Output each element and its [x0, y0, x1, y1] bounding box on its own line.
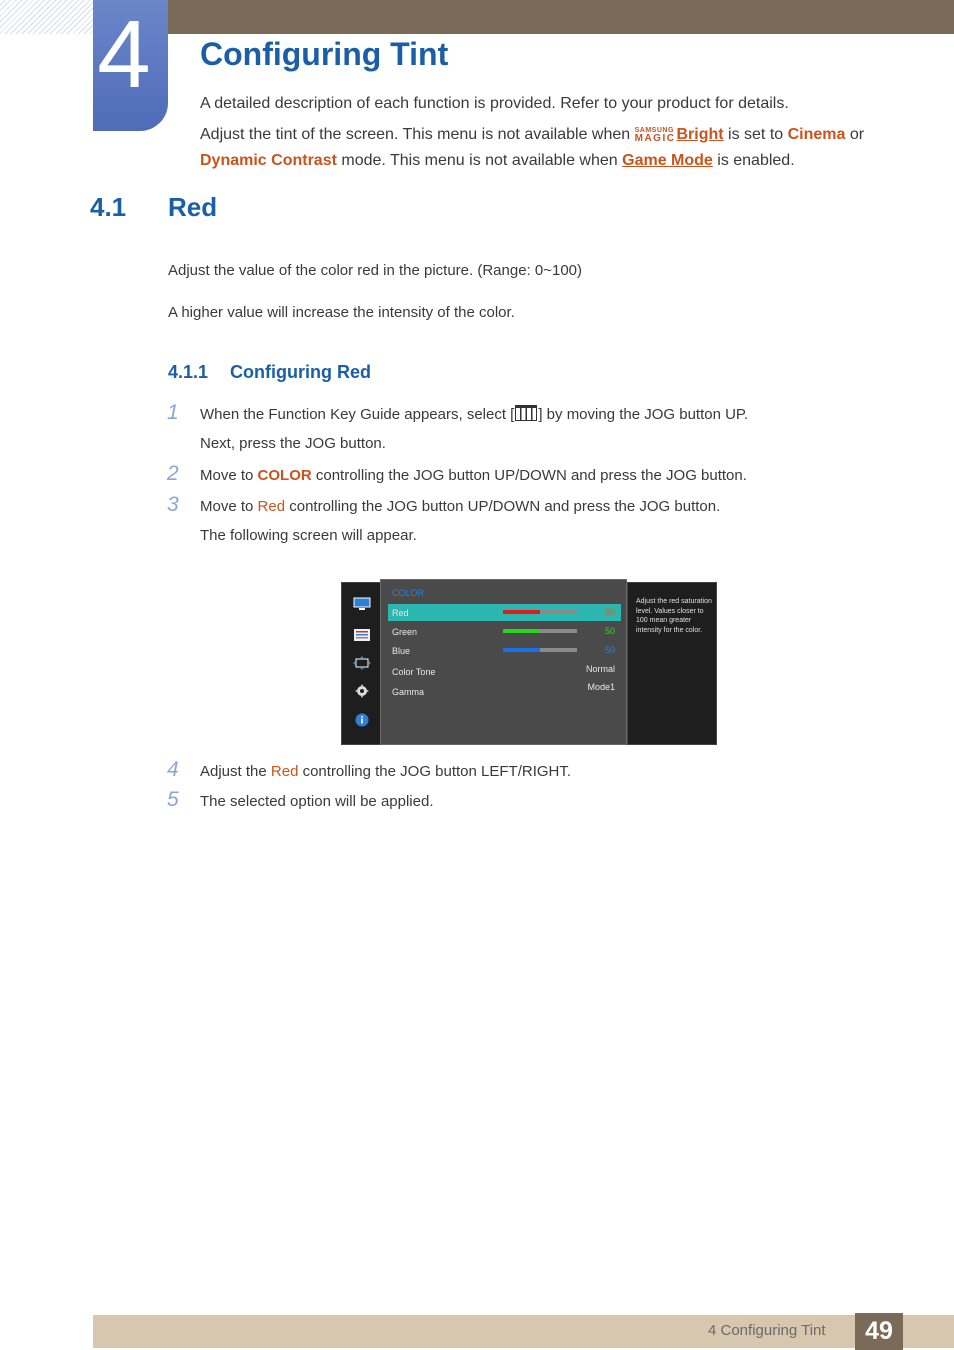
- decorative-hatch: [0, 0, 93, 34]
- chapter-number: 4: [97, 1, 151, 108]
- osd-red-slider[interactable]: [503, 610, 577, 614]
- osd-color-menu: [380, 579, 627, 745]
- step-text: Move to: [200, 498, 258, 515]
- step-4-text: [200, 762, 571, 782]
- osd-row-blue[interactable]: [388, 642, 621, 659]
- step-2-text: [200, 466, 747, 486]
- color-term: COLOR: [257, 467, 312, 484]
- chapter-title: Configuring Tint: [200, 36, 449, 72]
- step-3-text: [200, 497, 720, 517]
- game-mode-link[interactable]: Game Mode: [622, 152, 713, 169]
- step-1-text: [200, 405, 748, 425]
- footer-chapter-label: 4 Configuring Tint: [708, 1322, 826, 1339]
- section-paragraph-2: A higher value will increase the intensity of the color.: [168, 304, 515, 321]
- osd-slider-fill: [503, 648, 540, 652]
- osd-row-label: Color Tone: [392, 667, 436, 677]
- osd-help-panel: [627, 582, 717, 745]
- step-3-subtext: The following screen will appear.: [200, 527, 417, 544]
- intro-text: mode. This menu is not available when: [336, 152, 623, 169]
- gear-icon: [353, 684, 371, 698]
- osd-row-label: Red: [392, 608, 409, 618]
- section-number: 4.1: [90, 192, 127, 222]
- page-number: 49: [855, 1313, 903, 1350]
- header-bar: [168, 0, 954, 34]
- step-number-4: 4: [167, 758, 179, 781]
- osd-icon-sidebar: [341, 582, 382, 745]
- osd-row-label: Blue: [392, 646, 411, 656]
- osd-row-value: 50: [604, 626, 615, 636]
- resize-icon: [353, 656, 371, 670]
- osd-slider-fill: [503, 610, 540, 614]
- osd-help-text: Adjust the red saturation level. Values closer to 100 mean greater intensity for the color.: [636, 598, 712, 634]
- menu-key-icon: [515, 405, 537, 421]
- info-icon: [353, 713, 371, 727]
- magic-logo-top: SAMSUNG: [634, 127, 674, 134]
- osd-row-value: 50: [604, 607, 615, 617]
- step-number-1: 1: [167, 401, 179, 424]
- cinema-term: Cinema: [787, 126, 846, 143]
- samsung-magic-logo: [635, 127, 676, 144]
- step-text: When the Function Key Guide appears, select [: [200, 406, 515, 423]
- intro-text: or: [845, 126, 865, 143]
- osd-row-gamma[interactable]: [388, 681, 621, 698]
- red-term: Red: [270, 763, 299, 780]
- osd-row-value: 50: [604, 645, 615, 655]
- osd-row-color-tone[interactable]: [388, 661, 621, 678]
- osd-heading: COLOR: [392, 588, 425, 598]
- dynamic-contrast-term: Dynamic Contrast: [200, 152, 337, 169]
- picture-menu-icon: [353, 628, 371, 642]
- step-number-3: 3: [167, 493, 179, 516]
- red-term: Red: [257, 498, 286, 515]
- bright-link[interactable]: Bright: [676, 126, 724, 143]
- intro-line-2: [200, 125, 864, 145]
- step-text: controlling the JOG button LEFT/RIGHT.: [298, 763, 572, 780]
- intro-line-3: [200, 151, 795, 171]
- osd-row-red[interactable]: [388, 604, 621, 621]
- step-text: Adjust the: [200, 763, 271, 780]
- section-title: Red: [168, 192, 218, 222]
- step-text: controlling the JOG button UP/DOWN and press the JOG button.: [311, 467, 747, 484]
- intro-line-1: A detailed description of each function is provided. Refer to your product for details.: [200, 95, 789, 112]
- step-1-subtext: Next, press the JOG button.: [200, 435, 386, 452]
- intro-text: is set to: [723, 126, 788, 143]
- section-paragraph-1: Adjust the value of the color red in the picture. (Range: 0~100): [168, 262, 583, 279]
- osd-row-green[interactable]: [388, 623, 621, 640]
- osd-row-value: Normal: [585, 664, 615, 674]
- subsection-title: Configuring Red: [230, 362, 371, 382]
- osd-row-label: Gamma: [392, 687, 425, 697]
- osd-row-label: Green: [392, 627, 418, 637]
- step-number-5: 5: [167, 788, 179, 811]
- intro-text: is enabled.: [712, 152, 795, 169]
- step-5-text: The selected option will be applied.: [200, 793, 434, 810]
- subsection-number: 4.1.1: [168, 362, 209, 382]
- step-text: ] by moving the JOG button UP.: [538, 406, 749, 423]
- monitor-icon: [353, 597, 371, 611]
- osd-row-value: Mode1: [587, 682, 615, 692]
- osd-blue-slider[interactable]: [503, 648, 577, 652]
- osd-slider-fill: [503, 629, 540, 633]
- step-text: Move to: [200, 467, 258, 484]
- intro-text: Adjust the tint of the screen. This menu is not available when: [200, 126, 635, 143]
- step-number-2: 2: [167, 462, 179, 485]
- osd-green-slider[interactable]: [503, 629, 577, 633]
- step-text: controlling the JOG button UP/DOWN and press the JOG button.: [285, 498, 721, 515]
- magic-logo-bottom: MAGIC: [634, 133, 676, 144]
